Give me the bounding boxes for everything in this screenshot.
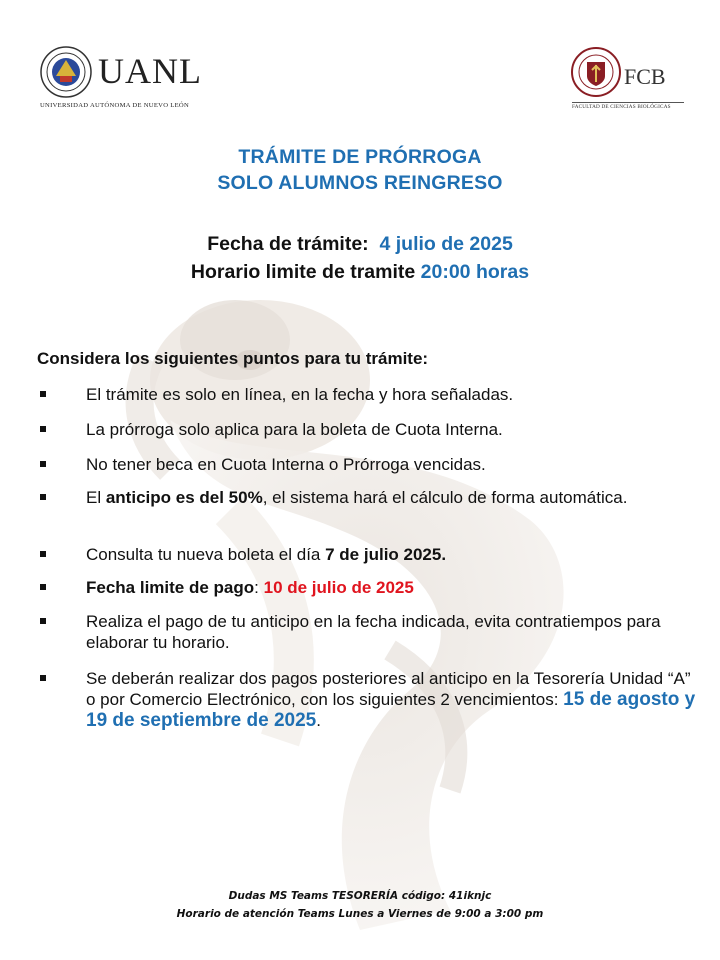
fecha-label: Fecha de trámite: <box>207 233 369 255</box>
uanl-seal-icon <box>40 46 92 98</box>
vencimientos-highlight: 15 de agosto y 19 de septiembre de 2025 <box>86 689 696 731</box>
fcb-seal-icon <box>570 46 622 98</box>
point-text-part: : <box>254 578 264 597</box>
uanl-subtitle: UNIVERSIDAD AUTÓNOMA DE NUEVO LEÓN <box>40 102 190 109</box>
footer-teams-code: Dudas MS Teams TESORERÍA código: 41iknjc <box>228 890 492 902</box>
fcb-wordmark: FCB <box>624 64 666 89</box>
point-text <box>86 487 696 508</box>
point-text: No tener beca en Cuota Interna o Prórroga vencidas. <box>86 455 486 474</box>
title-line-1: TRÁMITE DE PRÓRROGA <box>238 146 482 168</box>
point-text-part: , el sistema hará el cálculo de forma automática. <box>262 488 628 507</box>
point-text-part: El <box>86 488 106 507</box>
footer-hours: Horario de atención Teams Lunes a Viernes de 9:00 a 3:00 pm <box>176 908 544 920</box>
anticipo-highlight: anticipo es del 50% <box>105 488 263 507</box>
bullet-icon <box>40 426 46 432</box>
uanl-wordmark: UANL <box>98 51 202 91</box>
fecha-limite-value: 10 de julio de 2025 <box>263 578 414 597</box>
bullet-icon <box>40 461 46 467</box>
horario-limite-line <box>0 261 720 284</box>
point-text-part: Consulta tu nueva boleta el día <box>86 545 326 564</box>
fcb-divider <box>572 102 684 103</box>
fcb-subtitle: FACULTAD DE CIENCIAS BIOLÓGICAS <box>572 104 671 110</box>
point-text <box>86 668 696 731</box>
boleta-date-highlight: 7 de julio 2025. <box>325 545 447 564</box>
point-text: El trámite es solo en línea, en la fecha y hora señaladas. <box>86 385 514 404</box>
point-text-part: Se deberán realizar dos pagos posteriores al anticipo en la Tesorería Unidad “A” o por Comercio Electrónico, con los siguientes 2 vencimientos: <box>86 669 691 709</box>
point-text: Realiza el pago de tu anticipo en la fecha indicada, evita contratiempos para elaborar tu horario. <box>86 612 661 652</box>
horario-value: 20:00 horas <box>420 261 530 283</box>
point-text <box>86 544 696 565</box>
points-intro: Considera los siguientes puntos para tu trámite: <box>37 349 429 368</box>
point-text <box>86 577 696 598</box>
point-text: La prórroga solo aplica para la boleta de Cuota Interna. <box>86 420 503 439</box>
bullet-icon <box>40 551 46 557</box>
fecha-tramite-line <box>0 233 720 256</box>
point-text-part: . <box>316 711 321 730</box>
fecha-limite-label: Fecha limite de pago <box>86 578 255 597</box>
horario-label: Horario limite de tramite <box>190 261 416 283</box>
fecha-value: 4 julio de 2025 <box>379 233 513 255</box>
bullet-icon <box>40 618 46 624</box>
title-line-2: SOLO ALUMNOS REINGRESO <box>217 172 503 194</box>
bullet-icon <box>40 675 46 681</box>
bullet-icon <box>40 494 46 500</box>
uanl-logo <box>40 44 210 114</box>
bullet-icon <box>40 391 46 397</box>
fcb-logo <box>570 46 686 112</box>
bullet-icon <box>40 584 46 590</box>
